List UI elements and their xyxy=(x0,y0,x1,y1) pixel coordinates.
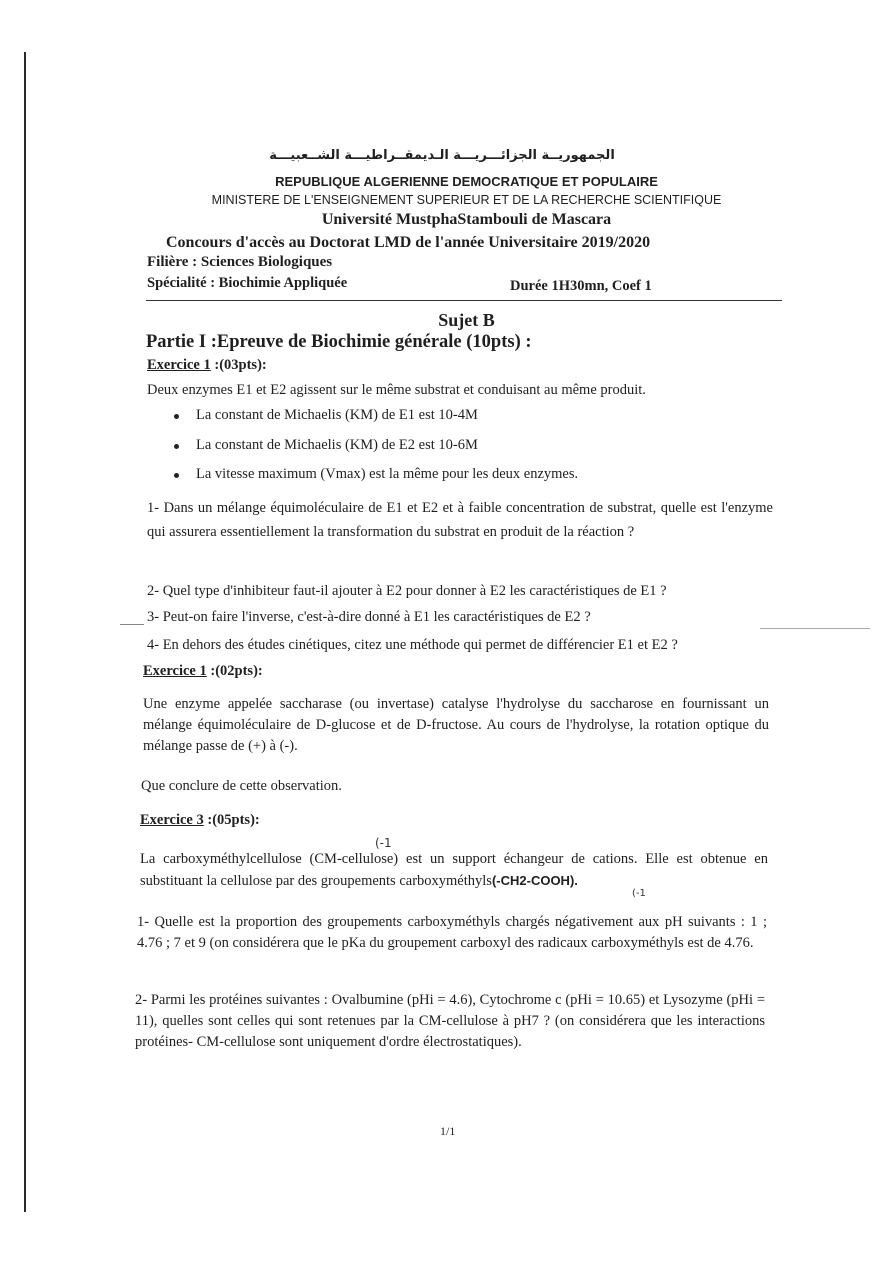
bullet-dot xyxy=(174,414,179,419)
ex1-bullet-3: La vitesse maximum (Vmax) est la même pour les deux enzymes. xyxy=(196,466,579,482)
arabic-header: الجمهوريــة الجزائـــريـــة الـديمقــراطيـــة الشــعبيـــة xyxy=(269,148,615,163)
ex1-heading xyxy=(147,357,267,374)
ex3-question-1: 1- Quelle est la proportion des groupements carboxyméthyls chargés négativement aux pH suivants : 1 ; 4.76 ; 7 et 9 (on considérera que le pKa du groupement carboxyl des radicaux carboxyméthyls est de 4.76. xyxy=(137,914,767,951)
header-divider xyxy=(146,300,782,301)
ex2-points: :(02pts): xyxy=(206,663,263,679)
ex2-heading xyxy=(143,663,263,680)
university-line: Université MustphaStambouli de Mascara xyxy=(321,211,612,228)
ex3-title: Exercice 3 xyxy=(140,812,204,828)
ex1-bullet-1: La constant de Michaelis (KM) de E1 est 10-4M xyxy=(196,407,478,423)
ministry-line: MINISTERE DE L'ENSEIGNEMENT SUPERIEUR ET DE LA RECHERCHE SCIENTIFIQUE xyxy=(211,193,722,207)
margin-mark xyxy=(760,628,870,629)
ex2-paragraph: Une enzyme appelée saccharase (ou invertase) catalyse l'hydrolyse du saccharose en fournissant un mélange équimoléculaire de D-glucose et de D-fructose. Au cours de l'hydrolyse, la rotation optique du mélange passe de (+) à (-). xyxy=(143,696,769,754)
ex1-points: :(03pts): xyxy=(210,357,267,373)
duree-line: Durée 1H30mn, Coef 1 xyxy=(510,278,652,294)
ex3-heading xyxy=(140,812,260,829)
bullet-dot xyxy=(174,473,179,478)
ex1-intro: Deux enzymes E1 et E2 agissent sur le même substrat et conduisant au même produit. xyxy=(147,382,646,398)
handwritten-annotation: (-1 xyxy=(375,836,392,850)
bullet-dot xyxy=(174,444,179,449)
ex3-text: La carboxyméthylcellulose (CM-cellulose) est un support échangeur de cations. Elle est obtenue en substituant la cellulose par des groupements carboxyméthyls xyxy=(140,851,768,889)
partie-title: Partie I :Epreuve de Biochimie générale (10pts) : xyxy=(146,332,532,352)
ex3-paragraph xyxy=(140,849,768,892)
ex3-formula: (-CH2-COOH). xyxy=(491,873,578,888)
margin-mark xyxy=(120,624,144,625)
ex3-points: :(05pts): xyxy=(203,812,260,828)
ex2-question: Que conclure de cette observation. xyxy=(141,778,342,794)
specialite-line: Spécialité : Biochimie Appliquée xyxy=(147,275,348,291)
ex1-question-3: 3- Peut-on faire l'inverse, c'est-à-dire donné à E1 les caractéristiques de E2 ? xyxy=(147,609,591,625)
filiere-line: Filière : Sciences Biologiques xyxy=(147,254,333,270)
ex3-question-2: 2- Parmi les protéines suivantes : Ovalbumine (pHi = 4.6), Cytochrome c (pHi = 10.65) et Lysozyme (pHi = 11), quelles sont celles qui sont retenues par la CM-cellulose à pH7 ? (on considérera que les interactions protéines- CM-cellulose sont uniquement d'ordre électrostatiques). xyxy=(135,992,765,1050)
ex1-title: Exercice 1 xyxy=(147,357,211,373)
ex1-question-1: 1- Dans un mélange équimoléculaire de E1 et E2 et à faible concentration de substrat, quelle est l'enzyme qui assurera essentiellement la transformation du substrat en produit de la réaction ? xyxy=(147,500,773,540)
ex2-title: Exercice 1 xyxy=(143,663,207,679)
ex1-bullet-2: La constant de Michaelis (KM) de E2 est 10-6M xyxy=(196,437,478,453)
ex1-question-4: 4- En dehors des études cinétiques, citez une méthode qui permet de différencier E1 et E2 ? xyxy=(147,637,678,653)
ex1-question-2: 2- Quel type d'inhibiteur faut-il ajouter à E2 pour donner à E2 les caractéristiques de E1 ? xyxy=(147,583,667,599)
sujet-title: Sujet B xyxy=(438,310,495,330)
page-number: 1/1 xyxy=(440,1124,456,1138)
handwritten-annotation: (-1 xyxy=(632,888,646,899)
republic-line: REPUBLIQUE ALGERIENNE DEMOCRATIQUE ET POPULAIRE xyxy=(275,174,658,189)
concours-line: Concours d'accès au Doctorat LMD de l'année Universitaire 2019/2020 xyxy=(166,234,651,251)
